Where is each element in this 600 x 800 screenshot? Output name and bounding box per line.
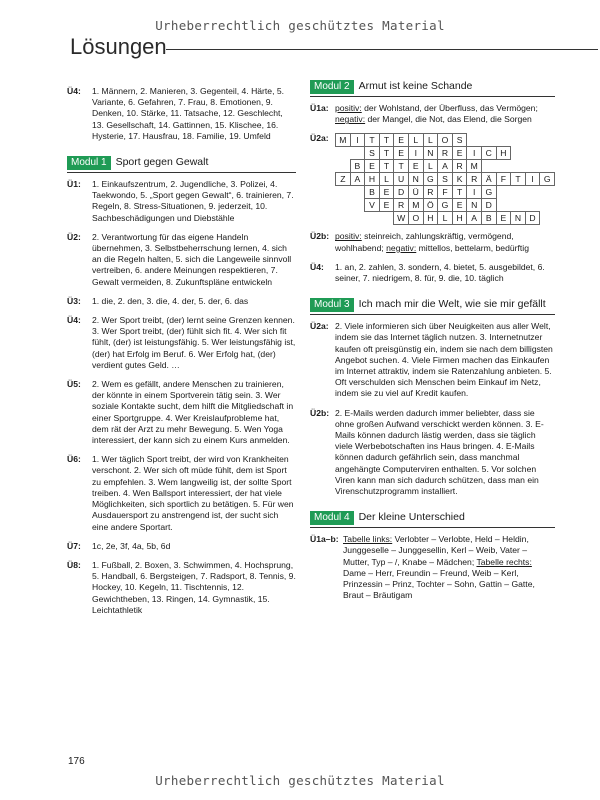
grid-cell: Z [336, 173, 351, 186]
exercise-text [335, 103, 555, 125]
exercise-entry-grid [310, 133, 555, 225]
positive-text: der Wohlstand, der Überfluss, das Vermögen; [361, 103, 538, 113]
grid-cell: E [496, 212, 511, 225]
grid-cell [336, 199, 351, 212]
grid-cell [467, 134, 482, 147]
grid-cell: I [408, 147, 423, 160]
module-rule [67, 172, 296, 173]
module-4-header [310, 511, 555, 528]
grid-cell: L [408, 134, 423, 147]
grid-cell: T [365, 134, 380, 147]
grid-cell [540, 160, 555, 173]
exercise-label: Ü5: [67, 379, 81, 390]
module-tag: Modul 1 [67, 156, 111, 170]
grid-cell: S [452, 134, 467, 147]
exercise-label: Ü8: [67, 559, 81, 570]
exercise-text: 1. an, 2. zahlen, 3. sondern, 4. bietet, 5. ausgebildet, 6. seiner, 7. niedrigem, 8. für, 9. die, 10. täglich [335, 261, 545, 284]
exercise-text: 1. die, 2. den, 3. die, 4. der, 5. der, 6. das [92, 295, 249, 306]
exercise-label: Ü4: [67, 86, 81, 96]
negative-text: der Mangel, die Not, das Elend, die Sorgen [365, 114, 532, 125]
table-right-text: Dame – Herr, Freundin – Freund, Weib – Kerl, Prinzessin – Prinz, Tochter – Sohn, Gattin – Gatte, Braut – Bräutigam [343, 567, 535, 601]
negative-label: negativ: [386, 242, 417, 253]
exercise-entry [67, 296, 296, 307]
grid-cell: E [379, 186, 394, 199]
grid-row [336, 186, 555, 199]
grid-cell [511, 160, 526, 173]
grid-cell [525, 160, 540, 173]
positive-text: steinreich, zahlungskräftig, vermögend, wohlhabend; [335, 231, 514, 253]
grid-cell: O [438, 134, 453, 147]
module-3-header [310, 298, 555, 315]
exercise-entry [67, 232, 296, 288]
grid-cell: L [379, 173, 394, 186]
grid-cell: L [438, 212, 453, 225]
grid-cell: I [525, 173, 540, 186]
grid-cell: M [408, 199, 423, 212]
grid-cell: Ö [423, 199, 438, 212]
exercise-label: Ü2a: [310, 321, 329, 332]
exercise-label: Ü2b: [310, 407, 330, 418]
module-2-header [310, 80, 555, 97]
grid-cell: G [423, 173, 438, 186]
module-tag: Modul 3 [310, 298, 354, 312]
exercise-label: Ü4: [310, 261, 324, 272]
exercise-label: Ü4: [67, 315, 81, 326]
module-tag: Modul 4 [310, 511, 354, 525]
module-rule [310, 527, 555, 528]
exercise-label: Ü2a: [310, 133, 329, 144]
grid-cell: G [438, 199, 453, 212]
exercise-text: 2. E-Mails werden dadurch immer beliebter, dass sie ohne großen Aufwand verschickt werden können. 3. E-Mails können dadurch lästig werden, dass sie täglich viele Werbebotschaften ins Haus bringen. 4. E-Mails können dadurch gefährlich sein, dass manchmal angehängte Computerviren enthalten. 5. Vor solchen Viren kann man sich dadurch schützen, dass man ein Virenschutzprogramm installiert. [335, 407, 544, 497]
grid-cell: E [452, 147, 467, 160]
exercise-label: Ü1: [67, 179, 81, 190]
grid-cell: G [481, 186, 496, 199]
exercise-entry [67, 179, 296, 224]
exercise-entry [67, 560, 296, 616]
grid-row [336, 147, 555, 160]
grid-cell: M [467, 160, 482, 173]
grid-cell: E [452, 199, 467, 212]
grid-cell: N [511, 212, 526, 225]
grid-row [336, 160, 555, 173]
exercise-text: 2. Verantwortung für das eigene Handeln übernehmen, 3. Selbstbeherrschung lernen, 4. sich an die Regeln halten, 5. sich die Langeweile sinnvoll vertreiben, 6. andere Meinungen respektieren, 7. Gewalt vermeiden, 8. Zukunftspläne entwickeln [92, 231, 292, 287]
exercise-label: Ü1a–b: [310, 534, 339, 545]
positive-label: positiv: [335, 103, 362, 113]
grid-cell: E [394, 147, 409, 160]
grid-cell: F [438, 186, 453, 199]
grid-cell [525, 186, 540, 199]
grid-cell: U [394, 173, 409, 186]
grid-cell [540, 199, 555, 212]
grid-cell: L [423, 160, 438, 173]
module-title: Armut ist keine Schande [358, 80, 473, 92]
exercise-entry [310, 103, 555, 125]
grid-cell: S [365, 147, 380, 160]
grid-cell: A [467, 212, 482, 225]
grid-cell [496, 199, 511, 212]
exercise-text: 2. Viele informieren sich über Neuigkeiten aus aller Welt, indem sie das Internet täglich nutzen. 3. Internetnutzer kaufen oft preisgünstig ein, indem sie nach dem billigsten Angebot suchen. 4. Viele Firmen machen das Einkaufen im Internet attraktiv, indem sie Ratenzahlung anbieten. 5. Oft verschulden sich Menschen beim Einkauf im Netz, indem sie zu viel auf Kredit kaufen. [335, 321, 553, 399]
grid-cell: T [379, 134, 394, 147]
grid-cell [496, 160, 511, 173]
grid-cell: B [481, 212, 496, 225]
grid-cell: K [452, 173, 467, 186]
grid-row [336, 199, 555, 212]
grid-cell [379, 212, 394, 225]
grid-cell [540, 186, 555, 199]
grid-cell: R [423, 186, 438, 199]
exercise-label: Ü7: [67, 540, 81, 551]
grid-cell [511, 199, 526, 212]
module-rule [310, 314, 555, 315]
word-grid [335, 133, 555, 225]
grid-cell [336, 186, 351, 199]
watermark-top: Urheberrechtlich geschütztes Material [155, 18, 445, 33]
exercise-text [335, 231, 555, 253]
exercise-entry [310, 534, 555, 601]
exercise-entry [67, 541, 296, 552]
right-column [310, 80, 555, 609]
grid-row [336, 173, 555, 186]
grid-cell [511, 186, 526, 199]
grid-cell: S [438, 173, 453, 186]
title-rule [166, 49, 598, 50]
positive-label: positiv: [335, 231, 362, 242]
grid-cell: T [394, 160, 409, 173]
grid-cell: N [423, 147, 438, 160]
exercise-text [343, 534, 555, 601]
exercise-text: 1. Einkaufszentrum, 2. Jugendliche, 3. Polizei, 4. Taekwondo, 5. „Sport gegen Gewalt“, 6. trainieren, 7. Regeln, 8. Stress-Situationen, 9. jederzeit, 10. Sachbeschädigungen und Diebstähle [92, 179, 294, 223]
grid-cell: F [496, 173, 511, 186]
exercise-label: Ü2: [67, 231, 81, 242]
grid-cell: D [481, 199, 496, 212]
grid-cell: R [394, 199, 409, 212]
page-number: 176 [68, 756, 85, 767]
grid-cell: A [350, 173, 365, 186]
grid-cell: V [365, 199, 380, 212]
grid-cell: H [496, 147, 511, 160]
module-title: Sport gegen Gewalt [115, 156, 209, 169]
grid-cell [496, 134, 511, 147]
grid-cell: Ä [481, 173, 496, 186]
grid-row [336, 134, 555, 147]
table-left-text: Verlobter – Verlobte, Held – Heldin, Junggeselle – Junggesellin, Kerl – Weib, Vater – Mutter, Typ – /, Knabe – Mädchen; [343, 534, 529, 567]
grid-cell: D [525, 212, 540, 225]
table-left-label: Tabelle links: [343, 534, 393, 545]
exercise-label: Ü6: [67, 454, 81, 465]
grid-cell: D [394, 186, 409, 199]
grid-cell: O [408, 212, 423, 225]
grid-cell [525, 134, 540, 147]
grid-cell [525, 147, 540, 160]
grid-cell: L [423, 134, 438, 147]
grid-cell: H [365, 173, 380, 186]
grid-cell [336, 160, 351, 173]
grid-cell [540, 212, 555, 225]
grid-cell: H [452, 212, 467, 225]
grid-cell: R [467, 173, 482, 186]
grid-cell: H [423, 212, 438, 225]
module-title: Ich mach mir die Welt, wie sie mir gefällt [358, 298, 546, 311]
grid-cell: B [365, 186, 380, 199]
grid-cell [350, 147, 365, 160]
exercise-label: Ü2b: [310, 231, 330, 242]
negative-text: mittellos, bettelarm, bedürftig [416, 242, 529, 253]
module-1-entries [67, 179, 296, 616]
exercise-entry [310, 231, 555, 253]
grid-cell [511, 147, 526, 160]
module-1-header [67, 156, 296, 173]
exercise-text: 1c, 2e, 3f, 4a, 5b, 6d [92, 540, 171, 551]
grid-cell: Ü [408, 186, 423, 199]
grid-cell: C [481, 147, 496, 160]
grid-cell [525, 199, 540, 212]
grid-cell: I [467, 147, 482, 160]
exercise-entry [67, 454, 296, 532]
grid-cell: R [452, 160, 467, 173]
grid-row [336, 212, 555, 225]
module-rule [310, 96, 555, 97]
grid-cell [511, 134, 526, 147]
grid-cell [336, 212, 351, 225]
exercise-text: 1. Wer täglich Sport treibt, der wird von Krankheiten verschont. 2. Wer sich oft müde fühlt, dem ist Sport zu empfehlen. 3. Wem langweilig ist, der sollte Sport treiben. 4. Wen Ballsport interessiert, der hat viele Möglichkeiten, sich sportlich zu betätigen. 5. Für wen Ausdauersport zu anstrengend ist, der sucht sich eine andere Sportart. [92, 454, 294, 532]
grid-cell: T [452, 186, 467, 199]
grid-cell: E [365, 160, 380, 173]
grid-cell [350, 212, 365, 225]
grid-cell: T [379, 160, 394, 173]
grid-cell: T [511, 173, 526, 186]
exercise-text: 2. Wem es gefällt, andere Menschen zu trainieren, der könnte in einem Sportverein tätig sein. 3. Wer soziale Kontakte sucht, dem hilft die Mitgliedschaft in einer Sportgruppe. 4. Wer Kreislaufprobleme hat, dem rät der Arzt zu mehr Bewegung. 5. Wen Yoga interessiert, der kann sich zu einem Kurs anmelden. [92, 379, 294, 446]
grid-cell [350, 186, 365, 199]
exercise-text: 1. Fußball, 2. Boxen, 3. Schwimmen, 4. Hochsprung, 5. Handball, 6. Bergsteigen, 7. Radsport, 8. Tennis, 9. Hockey, 10. Kegeln, 11. Tischtennis, 12. Gewichtheben, 13. Ringen, 14. Gymnastik, 15. Leichtathletik [92, 559, 296, 615]
grid-cell [481, 160, 496, 173]
negative-label: negativ: [335, 114, 366, 125]
module-tag: Modul 2 [310, 80, 354, 94]
grid-cell [540, 147, 555, 160]
grid-cell: I [350, 134, 365, 147]
grid-cell [540, 134, 555, 147]
exercise-text: 2. Wer Sport treibt, (der) lernt seine Grenzen kennen. 3. Wer Sport treibt, (der) fühlt sich fit. 4. Wer sich fit fühlt, (der) ist leistungsfähig. 5. Wer leistungsfähig ist, (der) hat Erfolg im Beruf. 6. Wer Erfolg hat, (der) verdient gutes Geld. … [92, 315, 296, 370]
grid-cell: W [394, 212, 409, 225]
grid-cell: B [350, 160, 365, 173]
exercise-entry [67, 86, 296, 142]
grid-cell [350, 199, 365, 212]
page-title: Lösungen [70, 34, 167, 59]
grid-cell: T [379, 147, 394, 160]
grid-cell: E [408, 160, 423, 173]
grid-cell: I [467, 186, 482, 199]
grid-cell: R [438, 147, 453, 160]
exercise-text: 1. Männern, 2. Manieren, 3. Gegenteil, 4. Härte, 5. Variante, 6. Gefahren, 7. Frau, 8. Emotionen, 9. Denken, 10. Stärke, 11. Tatsache, 12. Geschlecht, 13. Gesellschaft, 14. Gattinnen, 15. Klischee, 16. Hysterie, 17. Hausfrau, 18. Familie, 19. Umfeld [92, 86, 285, 141]
exercise-entry [310, 321, 555, 399]
grid-cell: G [540, 173, 555, 186]
grid-cell: E [394, 134, 409, 147]
table-right-label: Tabelle rechts: [476, 556, 532, 567]
grid-cell: N [467, 199, 482, 212]
grid-cell: E [379, 199, 394, 212]
exercise-label: Ü3: [67, 295, 81, 306]
grid-cell [365, 212, 380, 225]
grid-cell: A [438, 160, 453, 173]
grid-cell: M [336, 134, 351, 147]
exercise-entry [67, 315, 296, 371]
exercise-entry [67, 379, 296, 446]
grid-cell [496, 186, 511, 199]
watermark-bottom: Urheberrechtlich geschütztes Material [155, 773, 445, 788]
grid-cell [336, 147, 351, 160]
grid-cell: N [408, 173, 423, 186]
exercise-entry [310, 408, 555, 498]
left-column [67, 86, 296, 624]
exercise-label: Ü1a: [310, 103, 329, 113]
exercise-entry [310, 262, 555, 284]
grid-cell [481, 134, 496, 147]
module-title: Der kleine Unterschied [358, 511, 465, 524]
